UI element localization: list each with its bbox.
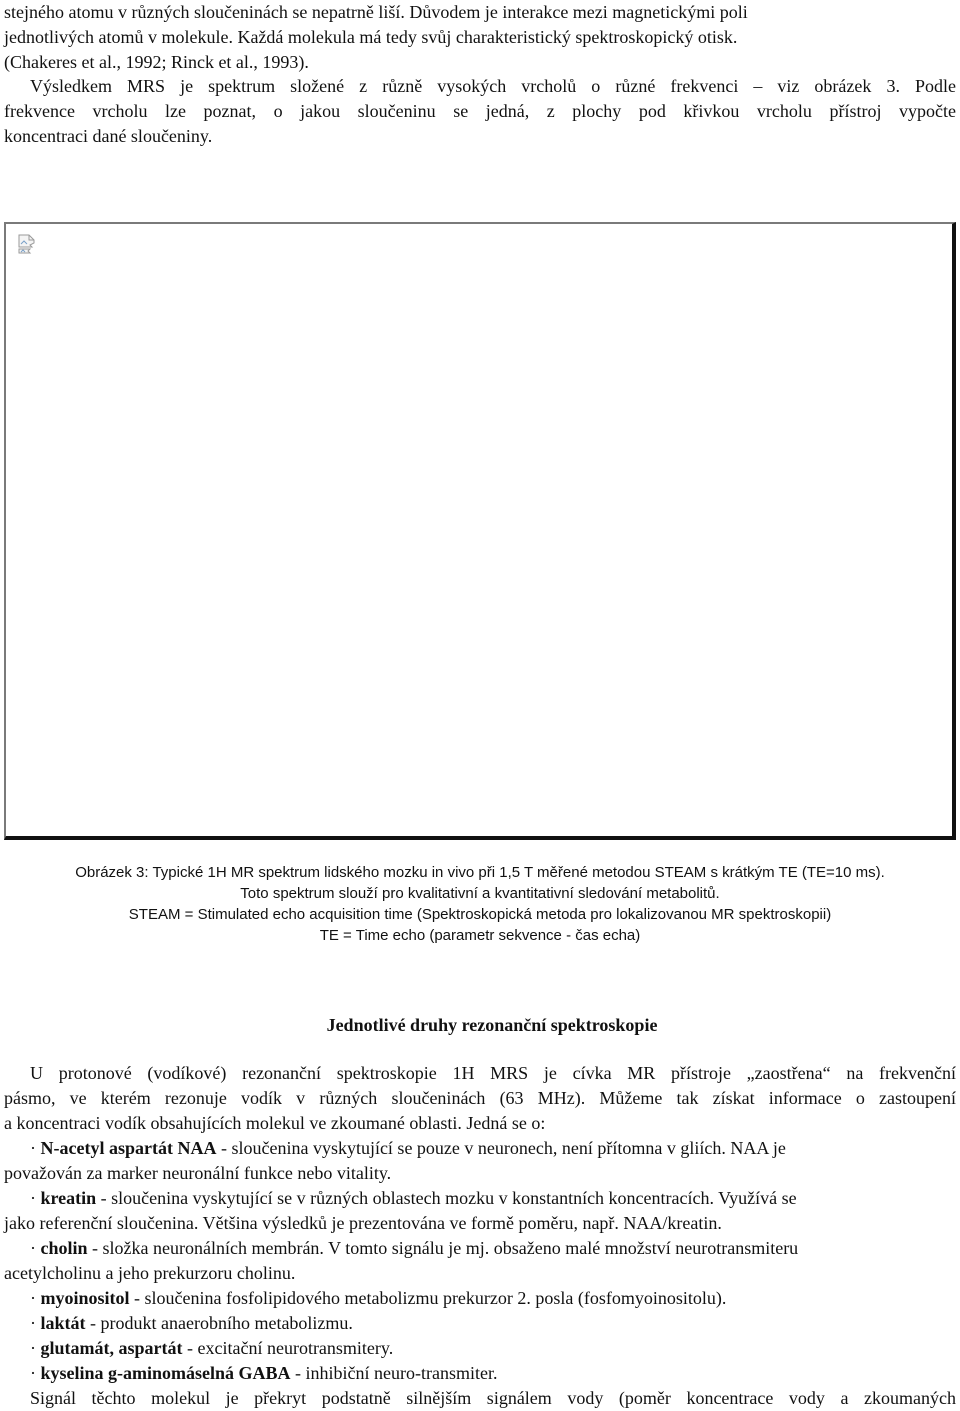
result-paragraph (4, 74, 956, 149)
body-line: a koncentraci vodík obsahujících molekul ve zkoumané oblasti. Jedná se o: (4, 1113, 546, 1133)
item-text: - excitační neurotransmitery. (182, 1338, 394, 1358)
bullet-glyph: · (30, 1338, 36, 1358)
caption-line: STEAM = Stimulated echo acquisition time (Spektroskopická metoda pro lokalizovanou MR spektroskopii) (128, 906, 832, 923)
body-line: pásmo, ve kterém rezonuje vodík v různých sloučeninách (63 MHz). Můžeme tak získat informace o zastoupení (4, 1088, 956, 1108)
figure-caption (4, 862, 956, 946)
intro-line: stejného atomu v různých sloučeninách se nepatrně liší. Důvodem je interakce mezi magnetickými poli (4, 2, 748, 22)
caption-line: Toto spektrum slouží pro kvalitativní a kvantitativní sledování metabolitů. (240, 885, 720, 902)
list-item (4, 1311, 956, 1336)
section-body (4, 1061, 956, 1411)
item-text: - složka neuronálních membrán. V tomto signálu je mj. obsaženo malé množství neurotransmiteru (87, 1238, 799, 1258)
item-term: N-acetyl aspartát NAA (40, 1138, 217, 1158)
result-line: Výsledkem MRS je spektrum složené z různě vysokých vrcholů o různé frekvenci – viz obrázek 3. Podle (30, 76, 956, 96)
item-term: laktát (40, 1313, 86, 1333)
list-item (4, 1336, 956, 1361)
caption-line: TE = Time echo (parametr sekvence - čas echa) (319, 927, 641, 944)
list-item (4, 1236, 956, 1261)
item-term: cholin (40, 1238, 88, 1258)
bullet-glyph: · (30, 1188, 36, 1208)
figure-image-placeholder (4, 222, 956, 840)
bullet-glyph: · (30, 1313, 36, 1333)
section-heading: Jednotlivé druhy rezonanční spektroskopie (326, 1015, 658, 1035)
bullet-glyph: · (30, 1238, 36, 1258)
item-text: - sloučenina vyskytující se v různých oblastech mozku v konstantních koncentracích. Využívá se (96, 1188, 797, 1208)
list-item (4, 1286, 956, 1311)
item-term: kyselina g-aminomáselná GABA (40, 1363, 291, 1383)
item-text: - produkt anaerobního metabolizmu. (85, 1313, 353, 1333)
item-continuation: acetylcholinu a jeho prekurzoru cholinu. (4, 1263, 296, 1283)
intro-line: (Chakeres et al., 1992; Rinck et al., 1993). (4, 52, 309, 72)
result-line: koncentraci dané sloučeniny. (4, 126, 213, 146)
caption-line: Obrázek 3: Typické 1H MR spektrum lidského mozku in vivo při 1,5 T měřené metodou STEAM s krátkým TE (TE=10 ms). (75, 864, 885, 881)
item-text: - inhibiční neuro-transmiter. (290, 1363, 498, 1383)
bullet-glyph: · (30, 1288, 36, 1308)
intro-line: jednotlivých atomů v molekule. Každá molekula má tedy svůj charakteristický spektroskopický otisk. (4, 27, 738, 47)
bullet-glyph: · (30, 1138, 36, 1158)
item-continuation: považován za marker neuronální funkce nebo vitality. (4, 1163, 392, 1183)
result-line: frekvence vrcholu lze poznat, o jakou sloučeninu se jedná, z plochy pod křivkou vrcholu přístroj vypočte (4, 101, 956, 121)
item-term: kreatin (40, 1188, 97, 1208)
list-item (4, 1136, 956, 1161)
list-item (4, 1186, 956, 1211)
item-text: - sloučenina fosfolipidového metabolizmu prekurzor 2. posla (fosfomyoinositolu). (129, 1288, 727, 1308)
closing-line: Signál těchto molekul je překryt podstatně silnějším signálem vody (poměr koncentrace vody a zkoumaných (30, 1388, 956, 1408)
item-term: glutamát, aspartát (40, 1338, 183, 1358)
intro-paragraph (4, 0, 956, 75)
item-text: - sloučenina vyskytující se pouze v neuronech, není přítomna v gliích. NAA je (216, 1138, 786, 1158)
broken-image-icon (18, 234, 36, 254)
list-item (4, 1361, 956, 1386)
body-line: U protonové (vodíkové) rezonanční spektroskopie 1H MRS je cívka MR přístroje „zaostřena“ na frekvenční (30, 1063, 956, 1083)
item-term: myoinositol (40, 1288, 130, 1308)
item-continuation: jako referenční sloučenina. Většina výsledků je prezentována ve formě poměru, např. NAA/kreatin. (4, 1213, 722, 1233)
bullet-glyph: · (30, 1363, 36, 1383)
